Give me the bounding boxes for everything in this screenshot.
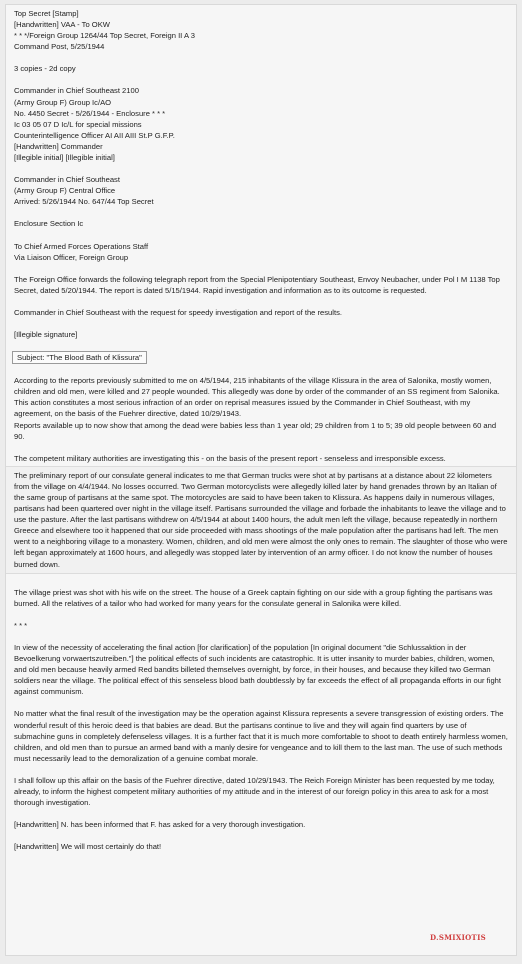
- sender-line: (Army Group F) Central Office: [14, 186, 116, 196]
- sender-line: Arrived: 5/26/1944 No. 647/44 Top Secret: [14, 197, 154, 207]
- sender-line: [Handwritten] Commander: [14, 141, 103, 151]
- header-line: * * */Foreign Group 1264/44 Top Secret, Foreign II A 3: [14, 31, 195, 41]
- document-header: [14, 8, 508, 52]
- header-line: [Handwritten] VAA - To OKW: [14, 20, 110, 30]
- sender-line: [Illegible initial] [Illegible initial]: [14, 153, 115, 163]
- subject-box: Subject: "The Blood Bath of Klissura": [12, 351, 147, 364]
- section-separator: * * *: [14, 620, 28, 630]
- recipient-block: [14, 241, 508, 263]
- sender-line: Commander in Chief Southeast: [14, 175, 120, 185]
- report-paragraph-6: No matter what the final result of the investigation may be the operation against Klissura represents a severe transgression of existing orders. The wonderful result of this heroic deed is that babies are dead. But the partisans continue to live and they will again find quarters by use of submachine guns in completely defenseless villages. It is a further fact that it is much more comfortable to shoot to death entirely harmless women, children, and old men than to pursue an armed band with a manly desire for vengeance and to kill them to the last man. The use of such methods must necessarily lead to the demoralization of a genuine combat morale.: [14, 709, 508, 763]
- report-paragraph-1b: Reports available up to now show that among the dead were babies less than 1 year old; 29 children from 1 to 5; 39 old people between 60 and 90.: [14, 420, 497, 441]
- subject-line: [14, 351, 508, 364]
- document-page: [5, 4, 517, 956]
- header-line: Command Post, 5/25/1944: [14, 42, 105, 52]
- footer-note-1: [Handwritten] N. has been informed that F. has asked for a very thorough investigation.: [14, 820, 306, 830]
- intro-paragraph: The Foreign Office forwards the following telegraph report from the Special Plenipotentiary Southeast, Envoy Neubacher, under Pol I M 1138 Top Secret, dated 5/20/1944. The report is dated 5/15/1944. Rapid investigation and information as to its outcome is requested.: [14, 274, 500, 295]
- report-paragraph-3: The preliminary report of our consulate general indicates to me that German trucks were shot at by partisans at a distance about 22 kilometers from the village on 4/4/1944. No losses occurred. Two German motorcyclists were allegedly killed later by hand grenades thrown by an Italian of the same group of partisans at the same spot. The motorcycles are said to have been taken to Klissura. As happens daily in numerous villages, partisans had been quartered over night in the village itself. Partisans surrounded the village and forbade the inhabitants to leave the village and to use the pasture. After the last partisans withdrew on 4/5/1944 at about 1400 hours, the adult men left the village, because repeatedly in northern Greece and elsewhere too it happened that our side proceeded with mass shootings of the male population after the partisans had left. The men went to a neighboring village to a monastery. Women, children, and old men were almost the only ones to remain. The slaughter of those who were left began approximately at 1600 hours, and allegedly was stopped later by intervention of an army officer. I do not know the number of houses burned down.: [14, 470, 508, 569]
- signature-line: [Illegible signature]: [14, 329, 78, 339]
- sender-block-1: [14, 85, 508, 163]
- report-paragraph-7: I shall follow up this affair on the basis of the Fuehrer directive, dated 10/29/1943. The Reich Foreign Minister has been requested by me today, already, to inform the highest competent military authorities of my attitude and in the interest of our foreign policy in this area to ask for a most thorough investigation.: [14, 775, 495, 808]
- enclosure-line: Enclosure Section Ic: [14, 219, 84, 229]
- recipient-line: Via Liaison Officer, Foreign Group: [14, 252, 129, 262]
- report-paragraph-2: The competent military authorities are investigating this - on the basis of the present report - senseless and irresponsible excess.: [14, 453, 446, 463]
- report-block: [6, 466, 516, 574]
- report-paragraph-4: The village priest was shot with his wife on the street. The house of a Greek captain fighting on our side with a group fighting the partisans was burned. All the relatives of a tailor who had worked for many years for the consulate general in Salonika were killed.: [14, 587, 493, 608]
- request-paragraph: Commander in Chief Southeast with the request for speedy investigation and report of the results.: [14, 307, 342, 317]
- header-line: Top Secret [Stamp]: [14, 9, 79, 18]
- recipient-line: To Chief Armed Forces Operations Staff: [14, 241, 149, 251]
- sender-line: Counterintelligence Officer AI AII AIII St.P G.F.P.: [14, 130, 175, 140]
- sender-line: No. 4450 Secret - 5/26/1944 - Enclosure * * *: [14, 108, 166, 118]
- sender-line: Commander in Chief Southeast 2100: [14, 86, 139, 96]
- sender-line: Ic 03 05 07 D Ic/L for special missions: [14, 119, 142, 129]
- sender-line: (Army Group F) Group Ic/AO: [14, 97, 112, 107]
- watermark: D.SMIXIOTIS: [430, 932, 486, 942]
- copies-note: 3 copies - 2d copy: [14, 64, 76, 74]
- sender-block-2: [14, 174, 508, 207]
- report-paragraph-5: In view of the necessity of accelerating the final action [for clarification] of the population [In original document "die Schlussaktion in der Bevoelkerung vorwaertszutreiben."] the political effects of such incidents are catastrophic. It is utter insanity to murder babies, children, women, and old men because heavily armed Red bandits billeted themselves overnight, by force, in their houses, and because they killed two German soldiers near the village. The political effect of this senseless blood bath doubtlessly by far exceeds the effect of all propaganda efforts in our fight against communism.: [14, 642, 502, 697]
- report-paragraph-1: According to the reports previously submitted to me on 4/5/1944, 215 inhabitants of the village Klissura in the area of Salonika, mostly women, children and old men, were killed and 27 people wounded. This allegedly was done by order of the commander of an SS regiment from Salonika. This action constitutes a most serious infraction of an order on reprisal measures issued by the Commander in Chief Southeast, with my agreement, on the basis of the Fuehrer directive, dated 10/29/1943.: [14, 376, 500, 419]
- footer-note-2: [Handwritten] We will most certainly do that!: [14, 842, 162, 852]
